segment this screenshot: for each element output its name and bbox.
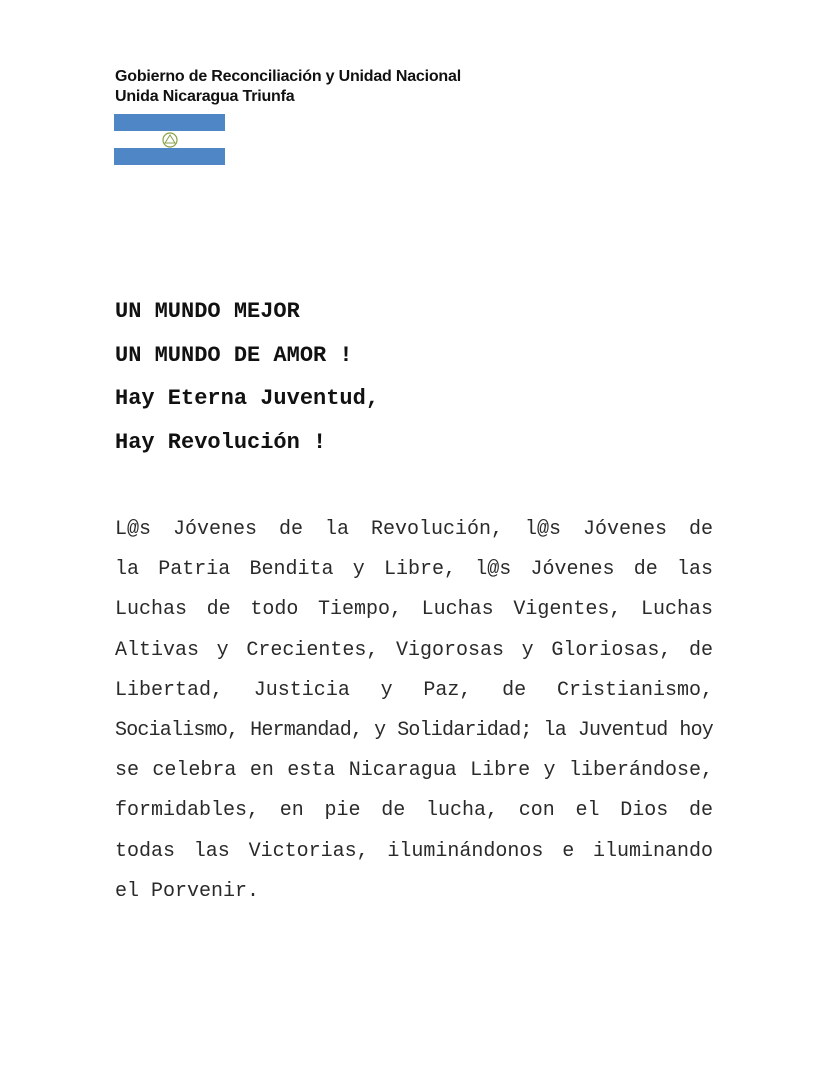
headline-3: Hay Eterna Juventud, xyxy=(115,386,380,411)
paragraph-line: Socialismo, Hermandad, y Solidaridad; la Juventud hoy xyxy=(115,718,713,742)
paragraph-line: Altivas y Crecientes, Vigorosas y Gloriosas, de xyxy=(115,638,713,662)
paragraph-line: Libertad, Justicia y Paz, de Cristianismo, xyxy=(115,678,713,702)
paragraph-line: la Patria Bendita y Libre, l@s Jóvenes de las xyxy=(115,558,713,582)
coat-of-arms-icon xyxy=(161,132,179,148)
headline-1: UN MUNDO MEJOR xyxy=(115,299,300,324)
headlines xyxy=(115,290,379,464)
flag-band-bottom xyxy=(114,148,225,165)
headline-2: UN MUNDO DE AMOR ! xyxy=(115,342,353,368)
paragraph-line: Luchas de todo Tiempo, Luchas Vigentes, Luchas xyxy=(115,598,713,622)
paragraph-line: formidables, en pie de lucha, con el Dios de xyxy=(115,799,713,823)
paragraph-line: el Porvenir. xyxy=(115,879,260,903)
document-header xyxy=(115,67,461,107)
body-paragraph xyxy=(115,510,713,912)
flag-band-top xyxy=(114,114,225,131)
paragraph-line: L@s Jóvenes de la Revolución, l@s Jóvenes de xyxy=(115,518,713,541)
paragraph-line: todas las Victorias, iluminándonos e iluminando xyxy=(115,839,713,863)
header-government-name: Gobierno de Reconciliación y Unidad Nacional xyxy=(115,68,461,85)
header-slogan: Unida Nicaragua Triunfa xyxy=(115,88,295,105)
paragraph-line: se celebra en esta Nicaragua Libre y liberándose, xyxy=(115,759,713,783)
nicaragua-flag xyxy=(114,114,225,165)
headline-4: Hay Revolución ! xyxy=(115,429,327,455)
